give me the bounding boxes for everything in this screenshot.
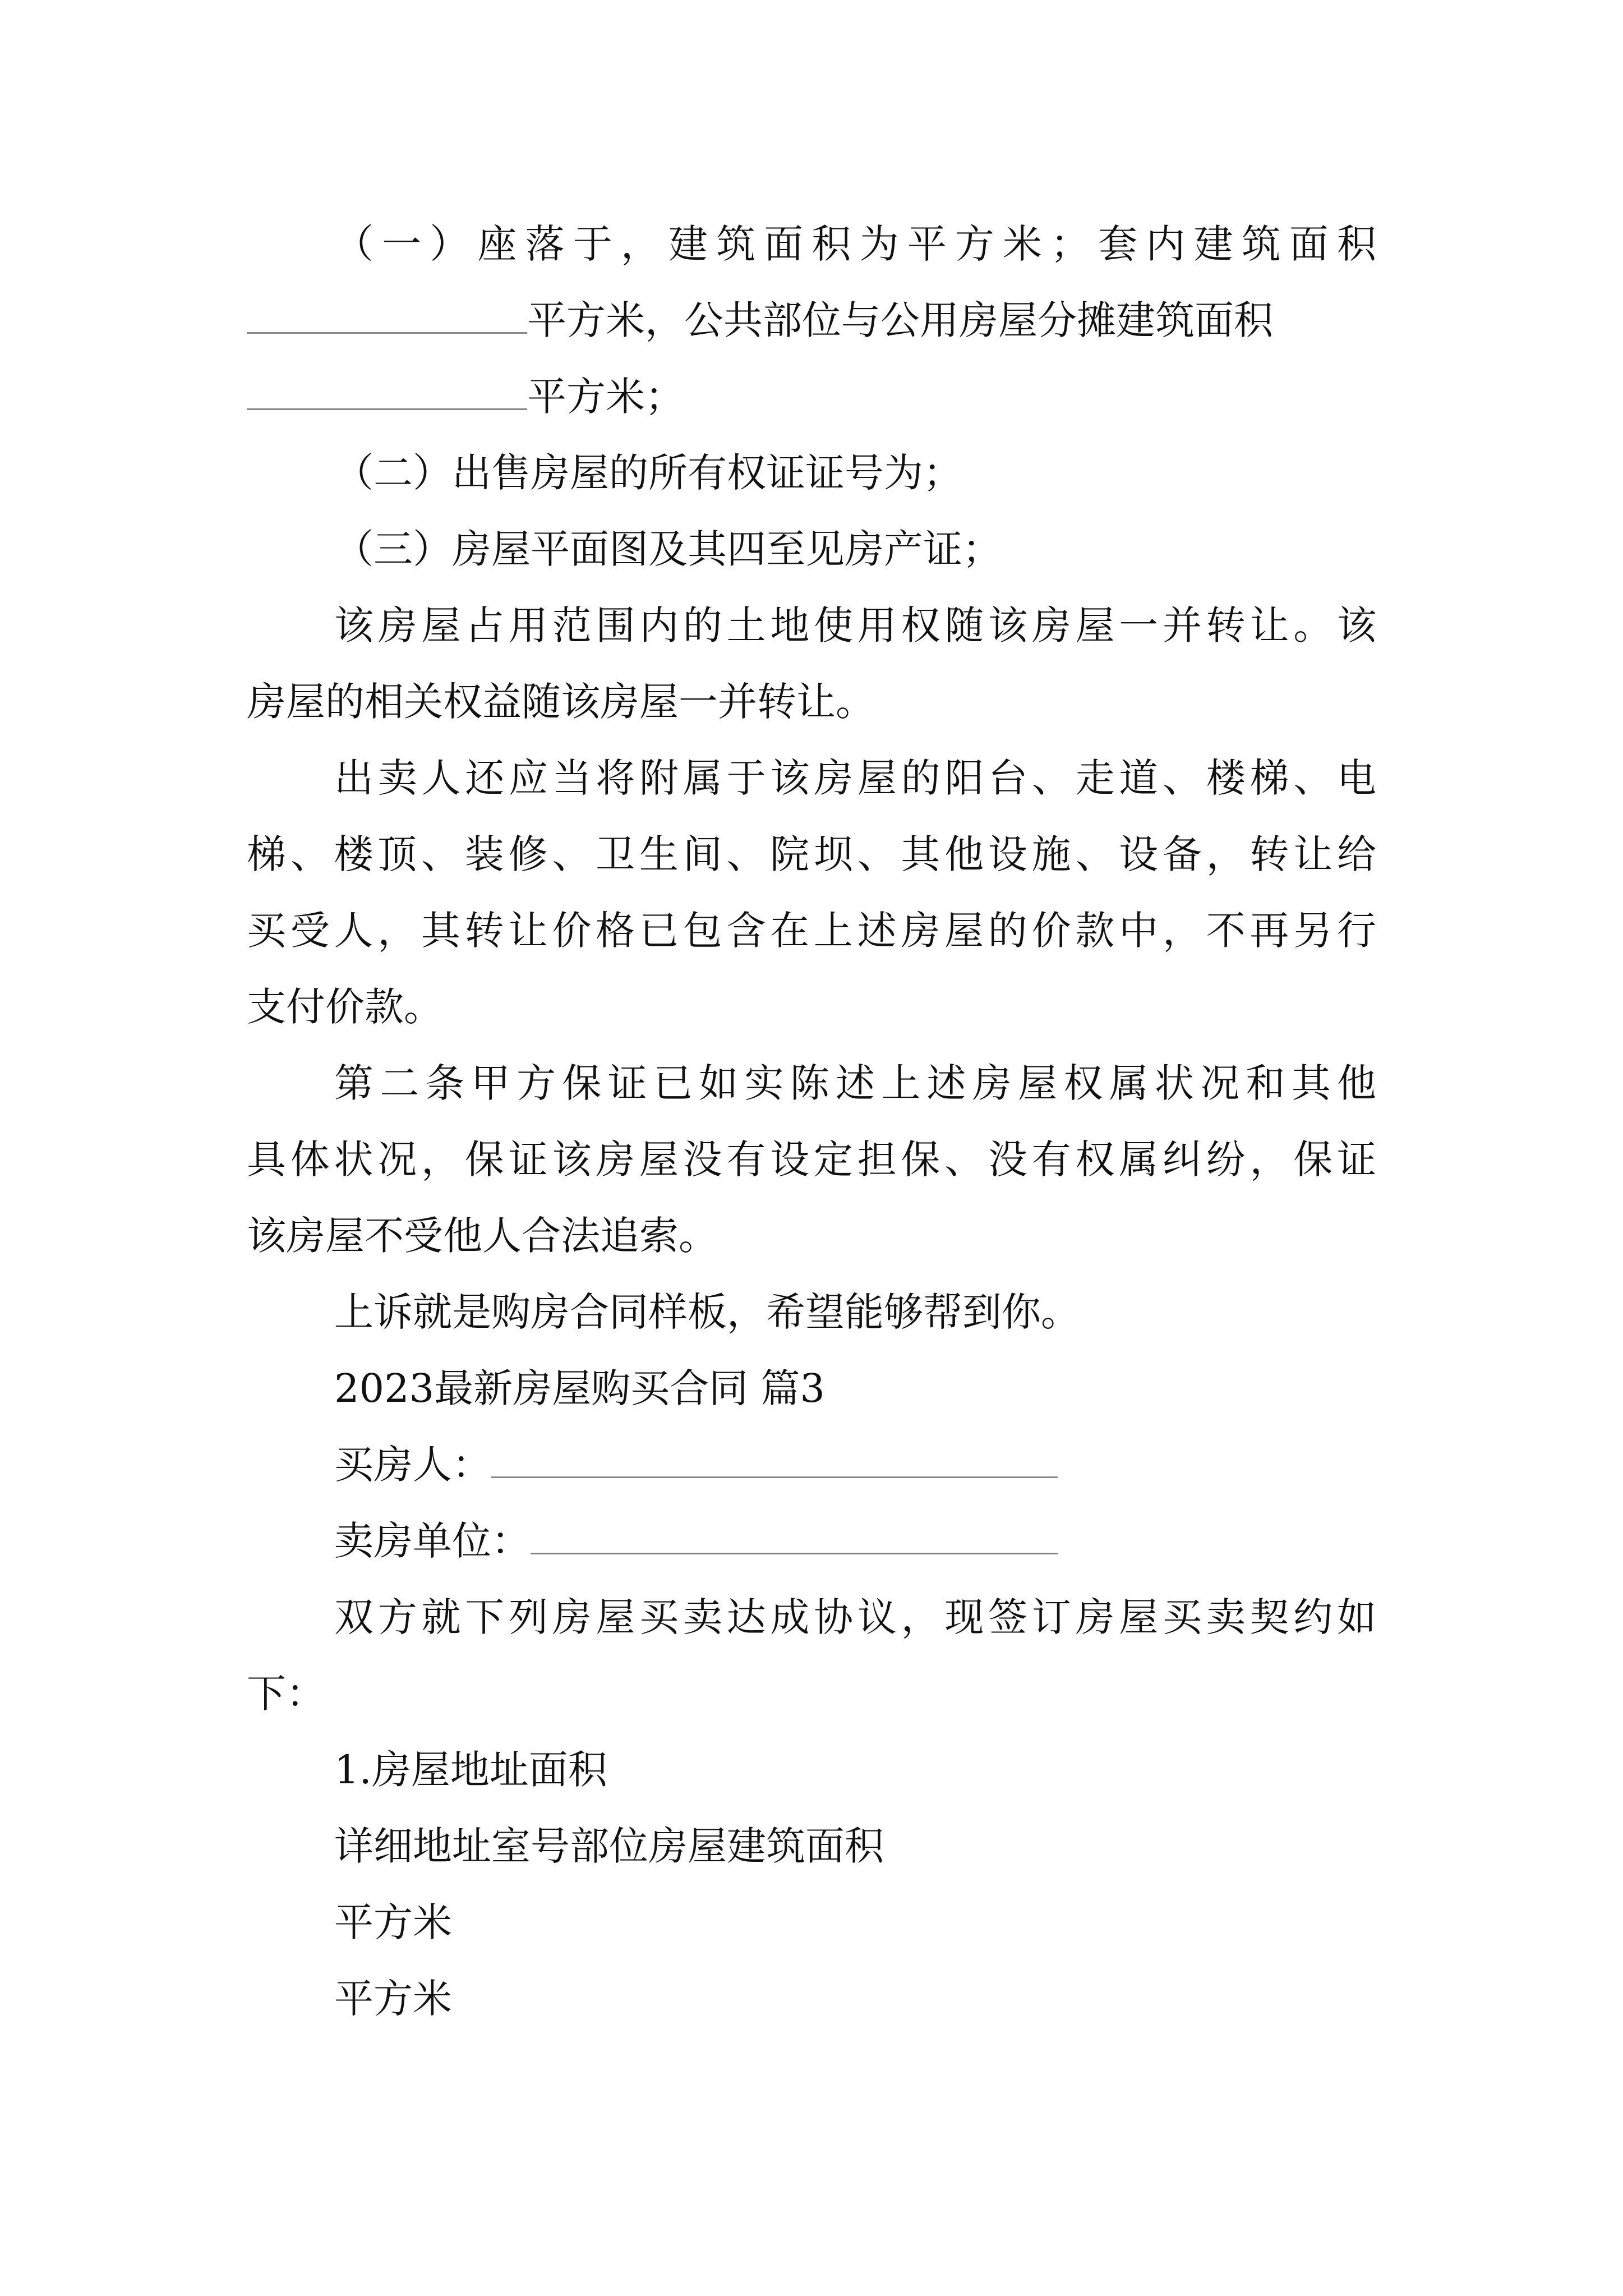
buyer-blank-field xyxy=(491,1437,1058,1478)
seller-blank-field xyxy=(531,1513,1058,1554)
buyer-label: 买房人： xyxy=(334,1442,491,1488)
blank-field-inner-area xyxy=(247,293,527,334)
paragraph-line-15: 上诉就是购房合同样板，希望能够帮到你。 xyxy=(334,1289,1080,1335)
paragraph-line-13: 具体状况，保证该房屋没有设定担保、没有权属纠纷，保证 xyxy=(247,1137,1376,1182)
seller-label: 卖房单位： xyxy=(334,1518,531,1564)
paragraph-line-23: 平方米 xyxy=(334,1899,452,1945)
paragraph-line-7: 房屋的相关权益随该房屋一并转让。 xyxy=(247,679,875,725)
seller-line xyxy=(334,1513,1058,1569)
paragraph-line-11: 支付价款。 xyxy=(247,984,443,1030)
paragraph-line-10: 买受人，其转让价格已包含在上述房屋的价款中，不再另行 xyxy=(247,908,1376,954)
paragraph-line-24: 平方米 xyxy=(334,1976,452,2022)
clause-1-heading: 1.房屋地址面积 xyxy=(334,1747,607,1793)
paragraph-line-19: 双方就下列房屋买卖达成协议，现签订房屋买卖契约如 xyxy=(334,1594,1376,1640)
paragraph-line-3 xyxy=(247,369,684,425)
text-line-3: 平方米； xyxy=(527,374,684,420)
paragraph-line-22: 详细地址室号部位房屋建筑面积 xyxy=(334,1823,884,1869)
paragraph-line-20: 下： xyxy=(247,1671,325,1717)
paragraph-line-12: 第二条甲方保证已如实陈述上述房屋权属状况和其他 xyxy=(334,1060,1376,1106)
paragraph-line-1: （一）座落于，建筑面积为平方米；套内建筑面积 xyxy=(334,221,1376,267)
paragraph-line-6: 该房屋占用范围内的土地使用权随该房屋一并转让。该 xyxy=(334,602,1376,648)
buyer-line xyxy=(334,1437,1058,1493)
paragraph-line-9: 梯、楼顶、装修、卫生间、院坝、其他设施、设备，转让给 xyxy=(247,831,1376,877)
paragraph-line-4: （二）出售房屋的所有权证证号为； xyxy=(334,450,962,496)
section-heading: 2023最新房屋购买合同 篇3 xyxy=(334,1365,825,1411)
paragraph-line-5: （三）房屋平面图及其四至见房产证； xyxy=(334,526,1002,572)
paragraph-line-2 xyxy=(247,292,1273,348)
paragraph-line-8: 出卖人还应当将附属于该房屋的阳台、走道、楼梯、电 xyxy=(334,755,1376,801)
paragraph-line-14: 该房屋不受他人合法追索。 xyxy=(247,1213,718,1259)
text-line-2: 平方米，公共部位与公用房屋分摊建筑面积 xyxy=(527,297,1273,343)
blank-field-shared-area xyxy=(247,369,527,410)
